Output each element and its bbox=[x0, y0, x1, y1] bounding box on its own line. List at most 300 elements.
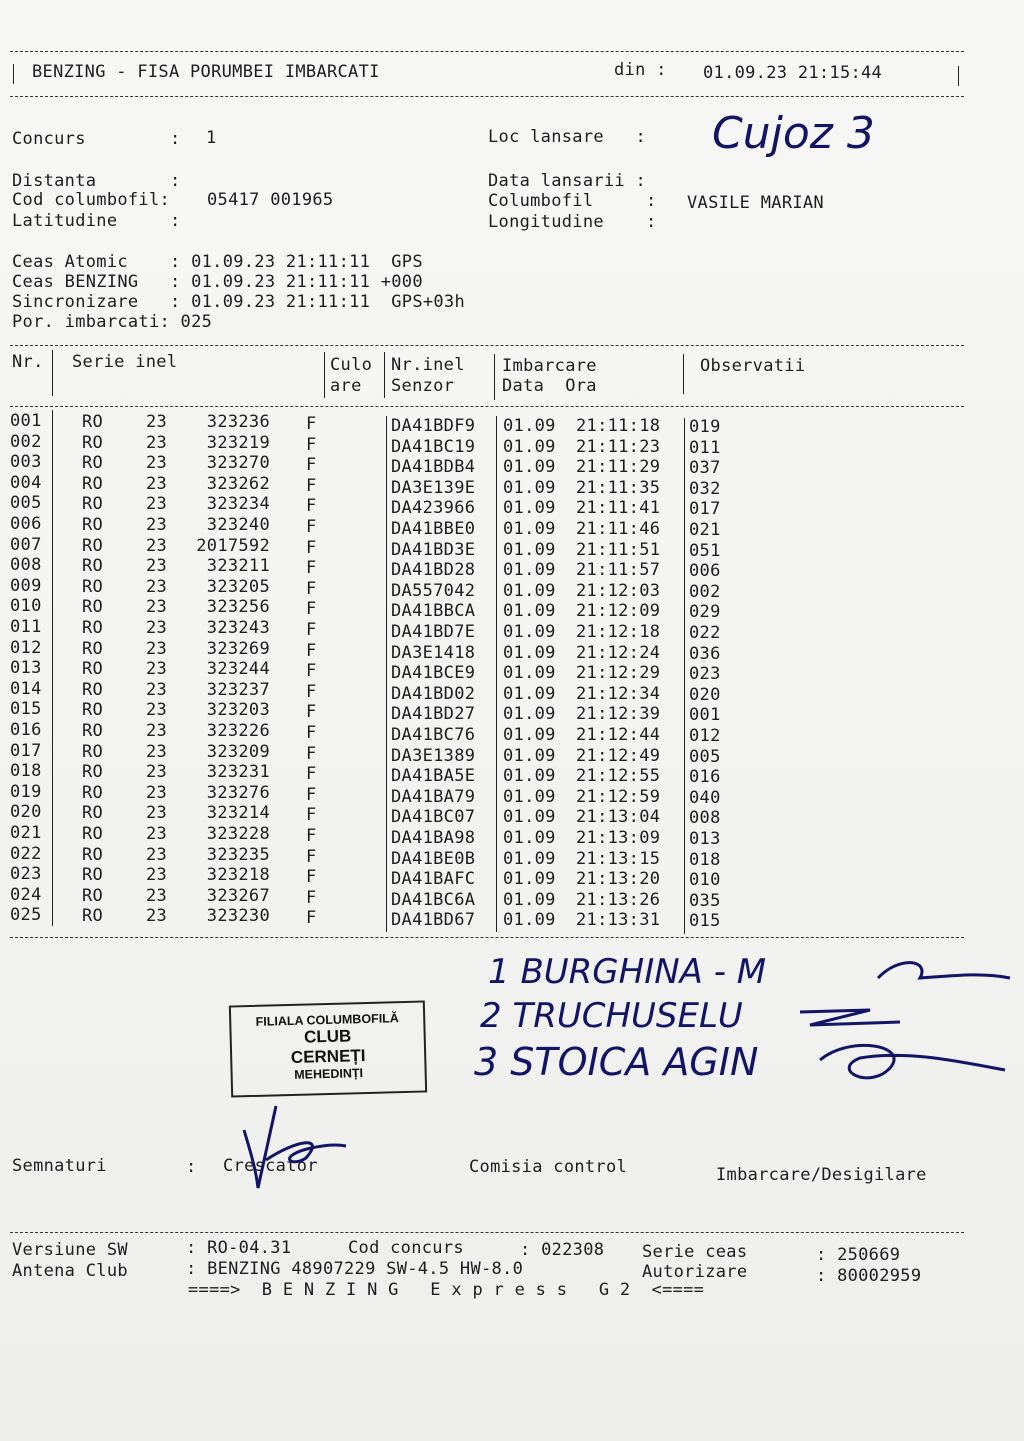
cell-sex: F bbox=[306, 661, 317, 682]
cell-data: 01.09 bbox=[503, 622, 556, 642]
cell-nr: 019 bbox=[10, 781, 42, 802]
cell-nr: 022 bbox=[10, 843, 42, 864]
cell-nr: 017 bbox=[10, 740, 42, 761]
cell-an: 23 bbox=[146, 473, 168, 494]
cell-obs: 005 bbox=[689, 746, 721, 767]
cell-inel: 323203 bbox=[206, 700, 270, 721]
columbofil-label: Columbofil : bbox=[488, 191, 657, 211]
cell-ora: 21:13:15 bbox=[576, 848, 661, 869]
cell-inel: 323234 bbox=[206, 494, 270, 515]
cell-inel: 323211 bbox=[206, 556, 270, 577]
cell-senzor: DA41BDF9 bbox=[391, 416, 476, 436]
cell-inel: 323270 bbox=[206, 453, 270, 474]
table-row bbox=[0, 802, 1024, 829]
cell-tara: RO bbox=[82, 494, 104, 515]
table-row bbox=[0, 720, 1024, 746]
cell-an: 23 bbox=[146, 741, 168, 762]
cell-an: 23 bbox=[146, 618, 168, 638]
handwritten-scribbles-icon bbox=[790, 950, 1020, 1120]
cell-inel: 323240 bbox=[206, 515, 270, 535]
cell-obs: 012 bbox=[689, 726, 721, 746]
cell-inel: 323214 bbox=[206, 803, 270, 824]
cell-senzor: DA41BBE0 bbox=[391, 519, 476, 539]
cell-inel: 323236 bbox=[206, 412, 270, 432]
col-divider-culo bbox=[384, 352, 385, 398]
col-header-imbarcare: Imbarcare bbox=[502, 356, 597, 376]
cell-ora: 21:13:20 bbox=[576, 869, 661, 890]
cell-senzor: DA41BCE9 bbox=[391, 663, 476, 684]
col-header-senzor: Senzor bbox=[391, 376, 455, 396]
cell-sex: F bbox=[306, 455, 317, 476]
cell-nr: 023 bbox=[10, 864, 42, 885]
table-row bbox=[0, 781, 1024, 808]
cell-an: 23 bbox=[146, 700, 168, 721]
cell-tara: RO bbox=[82, 432, 104, 453]
cell-an: 23 bbox=[146, 597, 168, 618]
cell-senzor: DA41BD28 bbox=[391, 560, 476, 581]
cell-ora: 21:12:59 bbox=[576, 786, 661, 807]
serie-ceas-label: Serie ceas bbox=[642, 1242, 748, 1262]
cell-data: 01.09 bbox=[503, 580, 556, 601]
cell-an: 23 bbox=[146, 494, 168, 515]
cell-an: 23 bbox=[146, 679, 168, 700]
table-row bbox=[0, 843, 1024, 870]
cell-senzor: DA3E139E bbox=[391, 477, 476, 498]
cell-ora: 21:11:41 bbox=[576, 498, 661, 519]
cell-senzor: DA41BD3E bbox=[391, 539, 476, 560]
cell-an: 23 bbox=[146, 432, 168, 453]
stamp-line-3: CERNEȚI bbox=[290, 1046, 366, 1067]
cell-obs: 013 bbox=[689, 829, 721, 849]
table-row bbox=[0, 534, 1024, 561]
cell-nr: 007 bbox=[10, 534, 42, 555]
cell-inel: 323231 bbox=[206, 762, 270, 783]
cell-inel: 323244 bbox=[206, 659, 270, 680]
cell-an: 23 bbox=[146, 782, 168, 803]
cell-sex: F bbox=[306, 826, 317, 846]
cell-nr: 018 bbox=[10, 761, 42, 782]
cell-obs: 035 bbox=[689, 890, 721, 911]
print-datetime: 01.09.23 21:15:44 bbox=[703, 63, 883, 83]
cell-data: 01.09 bbox=[503, 519, 556, 539]
cell-data: 01.09 bbox=[503, 725, 556, 745]
cell-sex: F bbox=[306, 867, 317, 888]
cell-senzor: DA41BAFC bbox=[391, 869, 476, 890]
cell-nr: 006 bbox=[10, 514, 42, 534]
cell-nr: 014 bbox=[10, 678, 42, 699]
cell-an: 23 bbox=[146, 576, 168, 597]
cell-data: 01.09 bbox=[503, 642, 556, 663]
cell-obs: 023 bbox=[689, 664, 721, 685]
cell-sex: F bbox=[306, 414, 317, 434]
cell-senzor: DA41BDB4 bbox=[391, 457, 476, 478]
cell-sex: F bbox=[306, 558, 317, 579]
cell-nr: 012 bbox=[10, 637, 42, 658]
cell-senzor: DA423966 bbox=[391, 498, 476, 519]
table-row bbox=[0, 823, 1024, 849]
cell-data: 01.09 bbox=[503, 745, 556, 766]
cell-nr: 011 bbox=[10, 617, 42, 637]
cell-an: 23 bbox=[146, 535, 168, 556]
cell-sex: F bbox=[306, 805, 317, 826]
cell-data: 01.09 bbox=[503, 457, 556, 478]
table-top-rule bbox=[10, 345, 964, 346]
col-header-serie: Serie inel bbox=[72, 352, 178, 372]
cell-senzor: DA41BA98 bbox=[391, 828, 476, 848]
cell-data: 01.09 bbox=[503, 477, 556, 498]
cell-data: 01.09 bbox=[503, 683, 556, 704]
cell-sex: F bbox=[306, 908, 317, 929]
cell-inel: 323205 bbox=[206, 576, 270, 597]
table-row bbox=[0, 617, 1024, 643]
cell-sex: F bbox=[306, 681, 317, 702]
latitudine-label: Latitudine : bbox=[12, 211, 181, 231]
cell-tara: RO bbox=[82, 556, 104, 577]
crescator-label: Crescator bbox=[223, 1156, 318, 1176]
cell-sex: F bbox=[306, 640, 317, 661]
cell-data: 01.09 bbox=[503, 807, 556, 828]
cell-tara: RO bbox=[82, 515, 104, 535]
cell-ora: 21:11:18 bbox=[576, 416, 661, 436]
cell-inel: 323218 bbox=[206, 865, 270, 886]
cell-nr: 002 bbox=[10, 431, 42, 452]
cell-ora: 21:13:04 bbox=[576, 807, 661, 828]
table-row bbox=[0, 452, 1024, 479]
concurs-value: 1 bbox=[206, 128, 217, 148]
table-row bbox=[0, 555, 1024, 582]
cell-data: 01.09 bbox=[503, 766, 556, 787]
table-row bbox=[0, 575, 1024, 602]
cell-tara: RO bbox=[82, 453, 104, 474]
cell-nr: 016 bbox=[10, 720, 42, 740]
cell-nr: 003 bbox=[10, 452, 42, 473]
cell-tara: RO bbox=[82, 659, 104, 680]
cod-concurs-label: Cod concurs bbox=[348, 1238, 464, 1258]
document-title: BENZING - FISA PORUMBEI IMBARCATI bbox=[32, 62, 380, 82]
cell-senzor: DA3E1389 bbox=[391, 745, 476, 766]
cell-ora: 21:12:34 bbox=[576, 683, 661, 704]
cell-obs: 029 bbox=[689, 602, 721, 623]
table-row bbox=[0, 411, 1024, 437]
cell-ora: 21:12:49 bbox=[576, 745, 661, 766]
cell-sex: F bbox=[306, 496, 317, 517]
cell-obs: 036 bbox=[689, 643, 721, 664]
cell-tara: RO bbox=[82, 638, 104, 659]
porumbei-imbarcati-line: Por. imbarcati: 025 bbox=[12, 312, 213, 332]
top-rule bbox=[10, 51, 964, 52]
cell-an: 23 bbox=[146, 865, 168, 886]
cell-sex: F bbox=[306, 578, 317, 599]
antena-value: : BENZING 48907229 SW-4.5 HW-8.0 bbox=[186, 1259, 524, 1279]
cell-obs: 032 bbox=[689, 478, 721, 499]
cell-obs: 001 bbox=[689, 705, 721, 726]
cell-obs: 022 bbox=[689, 623, 721, 643]
col-header-observatii: Observatii bbox=[700, 356, 806, 376]
cell-nr: 009 bbox=[10, 575, 42, 596]
col-divider-imbarcare bbox=[683, 354, 684, 394]
autorizare-label: Autorizare bbox=[642, 1262, 748, 1282]
cell-inel: 323256 bbox=[206, 597, 270, 618]
cell-senzor: DA41BA5E bbox=[391, 766, 476, 787]
cell-senzor: DA41BC19 bbox=[391, 436, 476, 457]
table-header-rule bbox=[10, 406, 964, 407]
cell-sex: F bbox=[306, 846, 317, 867]
cell-data: 01.09 bbox=[503, 416, 556, 436]
cell-ora: 21:12:44 bbox=[576, 725, 661, 745]
cell-data: 01.09 bbox=[503, 889, 556, 910]
handwritten-line-2: 2 TRUCHUSELU bbox=[480, 996, 743, 1036]
cell-senzor: DA41BA79 bbox=[391, 786, 476, 807]
table-row bbox=[0, 740, 1024, 767]
comisia-label: Comisia control bbox=[469, 1157, 628, 1177]
cell-an: 23 bbox=[146, 885, 168, 906]
table-row bbox=[0, 472, 1024, 499]
header-bottom-rule bbox=[10, 96, 964, 97]
cell-tara: RO bbox=[82, 885, 104, 906]
cell-obs: 017 bbox=[689, 499, 721, 520]
cell-ora: 21:13:26 bbox=[576, 889, 661, 910]
cell-sex: F bbox=[306, 537, 317, 558]
cell-senzor: DA41BD02 bbox=[391, 683, 476, 704]
data-lansarii-label: Data lansarii : bbox=[488, 171, 647, 191]
table-row bbox=[0, 884, 1024, 911]
table-row bbox=[0, 596, 1024, 623]
col-header-data-ora: Data Ora bbox=[502, 376, 597, 396]
table-row bbox=[0, 905, 1024, 932]
date-label: din : bbox=[614, 60, 667, 80]
stamp-line-4: MEHEDINȚI bbox=[294, 1066, 364, 1082]
cell-obs: 037 bbox=[689, 458, 721, 479]
cell-an: 23 bbox=[146, 556, 168, 577]
cell-tara: RO bbox=[82, 906, 104, 927]
cell-inel: 323228 bbox=[206, 824, 270, 844]
cod-concurs-value: : 022308 bbox=[520, 1240, 605, 1260]
cell-inel: 323235 bbox=[206, 844, 270, 865]
cell-tara: RO bbox=[82, 782, 104, 803]
cell-ora: 21:11:29 bbox=[576, 457, 661, 478]
columbofil-value: VASILE MARIAN bbox=[687, 193, 824, 213]
cell-data: 01.09 bbox=[503, 828, 556, 848]
cell-sex: F bbox=[306, 743, 317, 764]
cell-sex: F bbox=[306, 784, 317, 805]
cell-data: 01.09 bbox=[503, 704, 556, 725]
benzing-banner: ====> B E N Z I N G E x p r e s s G 2 <==== bbox=[188, 1280, 705, 1300]
cell-data: 01.09 bbox=[503, 786, 556, 807]
cell-an: 23 bbox=[146, 906, 168, 927]
serie-ceas-value: : 250669 bbox=[816, 1245, 901, 1265]
table-row bbox=[0, 761, 1024, 788]
cell-tara: RO bbox=[82, 844, 104, 865]
col-header-nrinel: Nr.inel bbox=[391, 355, 465, 375]
cell-inel: 323262 bbox=[206, 473, 270, 494]
cell-data: 01.09 bbox=[503, 910, 556, 931]
table-row bbox=[0, 658, 1024, 685]
cell-senzor: DA41BC6A bbox=[391, 889, 476, 910]
cell-senzor: DA41BBCA bbox=[391, 601, 476, 622]
cell-tara: RO bbox=[82, 700, 104, 721]
cell-inel: 323237 bbox=[206, 679, 270, 700]
cell-data: 01.09 bbox=[503, 560, 556, 581]
cell-inel: 323219 bbox=[206, 432, 270, 453]
cell-tara: RO bbox=[82, 824, 104, 844]
cell-sex: F bbox=[306, 702, 317, 723]
cell-an: 23 bbox=[146, 803, 168, 824]
cell-data: 01.09 bbox=[503, 539, 556, 560]
cell-ora: 21:11:57 bbox=[576, 560, 661, 581]
cell-inel: 323226 bbox=[206, 721, 270, 741]
cell-data: 01.09 bbox=[503, 498, 556, 519]
cell-sex: F bbox=[306, 764, 317, 785]
col-divider-serie bbox=[324, 352, 325, 398]
footer-rule bbox=[10, 1232, 964, 1233]
cell-senzor: DA41BC76 bbox=[391, 725, 476, 745]
cell-sex: F bbox=[306, 723, 317, 743]
autorizare-value: : 80002959 bbox=[816, 1266, 922, 1286]
cell-inel: 323243 bbox=[206, 618, 270, 638]
distanta-label: Distanta : bbox=[12, 171, 181, 191]
table-row bbox=[0, 431, 1024, 458]
table-row bbox=[0, 864, 1024, 891]
col-header-nr: Nr. bbox=[12, 352, 44, 372]
versiune-value: : RO-04.31 bbox=[186, 1238, 292, 1258]
cod-columbofil-label: Cod columbofil: bbox=[12, 190, 171, 210]
cell-inel: 323209 bbox=[206, 741, 270, 762]
cell-obs: 019 bbox=[689, 417, 721, 437]
cell-an: 23 bbox=[146, 824, 168, 844]
cell-obs: 002 bbox=[689, 581, 721, 602]
cell-nr: 020 bbox=[10, 802, 42, 823]
cell-tara: RO bbox=[82, 473, 104, 494]
cell-sex: F bbox=[306, 517, 317, 537]
cell-obs: 020 bbox=[689, 684, 721, 705]
cell-ora: 21:11:51 bbox=[576, 539, 661, 560]
cell-obs: 051 bbox=[689, 540, 721, 561]
header-left-bar bbox=[13, 64, 14, 84]
handwritten-line-1: 1 BURGHINA - M bbox=[488, 952, 767, 992]
cell-inel: 323269 bbox=[206, 638, 270, 659]
cell-tara: RO bbox=[82, 576, 104, 597]
signature-mark-icon bbox=[236, 1100, 356, 1195]
table-row bbox=[0, 493, 1024, 520]
cell-sex: F bbox=[306, 620, 317, 640]
cell-nr: 005 bbox=[10, 493, 42, 514]
loc-lansare-handwritten: Cujoz 3 bbox=[712, 108, 875, 159]
ceas-atomic-line: Ceas Atomic : 01.09.23 21:11:11 GPS bbox=[12, 252, 423, 272]
cell-data: 01.09 bbox=[503, 663, 556, 684]
cell-an: 23 bbox=[146, 412, 168, 432]
cell-tara: RO bbox=[82, 762, 104, 783]
imbarcare-label: Imbarcare/Desigilare bbox=[716, 1165, 927, 1185]
cell-senzor: DA3E1418 bbox=[391, 642, 476, 663]
cell-tara: RO bbox=[82, 721, 104, 741]
cell-data: 01.09 bbox=[503, 436, 556, 457]
cell-obs: 015 bbox=[689, 911, 721, 932]
cell-senzor: DA557042 bbox=[391, 580, 476, 601]
cell-ora: 21:12:39 bbox=[576, 704, 661, 725]
cell-data: 01.09 bbox=[503, 869, 556, 890]
club-stamp bbox=[229, 1000, 427, 1097]
cell-an: 23 bbox=[146, 453, 168, 474]
cell-nr: 013 bbox=[10, 658, 42, 679]
cell-sex: F bbox=[306, 887, 317, 908]
loc-lansare-label: Loc lansare : bbox=[488, 127, 647, 147]
cell-inel: 323267 bbox=[206, 885, 270, 906]
cell-ora: 21:12:09 bbox=[576, 601, 661, 622]
table-bottom-rule bbox=[10, 937, 964, 938]
handwritten-line-3: 3 STOICA AGIN bbox=[474, 1040, 759, 1084]
table-row bbox=[0, 637, 1024, 664]
col-divider-nr bbox=[52, 350, 53, 396]
cell-inel: 323276 bbox=[206, 782, 270, 803]
versiune-label: Versiune SW bbox=[12, 1240, 128, 1260]
col-header-culo: Culo bbox=[330, 355, 373, 375]
concurs-label: Concurs : bbox=[12, 129, 181, 149]
semnaturi-label: Semnaturi bbox=[12, 1156, 107, 1176]
cell-nr: 010 bbox=[10, 596, 42, 617]
table-row bbox=[0, 699, 1024, 726]
cod-columbofil-value: 05417 001965 bbox=[207, 190, 334, 210]
cell-ora: 21:12:18 bbox=[576, 622, 661, 642]
antena-label: Antena Club bbox=[12, 1261, 128, 1281]
header-right-bar bbox=[958, 66, 959, 86]
cell-an: 23 bbox=[146, 721, 168, 741]
longitudine-label: Longitudine : bbox=[488, 212, 657, 232]
cell-obs: 016 bbox=[689, 767, 721, 788]
cell-ora: 21:13:31 bbox=[576, 910, 661, 931]
cell-senzor: DA41BD7E bbox=[391, 622, 476, 642]
cell-an: 23 bbox=[146, 659, 168, 680]
sincronizare-line: Sincronizare : 01.09.23 21:11:11 GPS+03h bbox=[12, 292, 465, 312]
cell-ora: 21:13:09 bbox=[576, 828, 661, 848]
cell-ora: 21:12:24 bbox=[576, 642, 661, 663]
table-row bbox=[0, 678, 1024, 705]
cell-nr: 004 bbox=[10, 472, 42, 493]
cell-obs: 010 bbox=[689, 870, 721, 891]
cell-senzor: DA41BC07 bbox=[391, 807, 476, 828]
cell-sex: F bbox=[306, 475, 317, 496]
stamp-line-1: FILIALA COLUMBOFILĂ bbox=[255, 1011, 400, 1029]
cell-sex: F bbox=[306, 599, 317, 620]
col-divider-senzor bbox=[494, 354, 495, 400]
cell-tara: RO bbox=[82, 597, 104, 618]
cell-senzor: DA41BE0B bbox=[391, 848, 476, 869]
cell-obs: 021 bbox=[689, 520, 721, 540]
cell-an: 23 bbox=[146, 844, 168, 865]
cell-tara: RO bbox=[82, 803, 104, 824]
cell-obs: 018 bbox=[689, 849, 721, 870]
cell-senzor: DA41BD27 bbox=[391, 704, 476, 725]
cell-tara: RO bbox=[82, 412, 104, 432]
cell-nr: 001 bbox=[10, 411, 42, 431]
cell-nr: 015 bbox=[10, 699, 42, 720]
cell-nr: 021 bbox=[10, 823, 42, 843]
cell-ora: 21:11:35 bbox=[576, 477, 661, 498]
cell-an: 23 bbox=[146, 638, 168, 659]
table-row bbox=[0, 514, 1024, 540]
cell-tara: RO bbox=[82, 535, 104, 556]
cell-senzor: DA41BD67 bbox=[391, 910, 476, 931]
cell-data: 01.09 bbox=[503, 601, 556, 622]
stamp-line-2: CLUB bbox=[303, 1026, 352, 1047]
cell-ora: 21:12:03 bbox=[576, 580, 661, 601]
cell-ora: 21:11:23 bbox=[576, 436, 661, 457]
cell-ora: 21:11:46 bbox=[576, 519, 661, 539]
cell-obs: 011 bbox=[689, 437, 721, 458]
cell-an: 23 bbox=[146, 762, 168, 783]
cell-nr: 024 bbox=[10, 884, 42, 905]
cell-tara: RO bbox=[82, 865, 104, 886]
ceas-benzing-line: Ceas BENZING : 01.09.23 21:11:11 +000 bbox=[12, 272, 423, 292]
